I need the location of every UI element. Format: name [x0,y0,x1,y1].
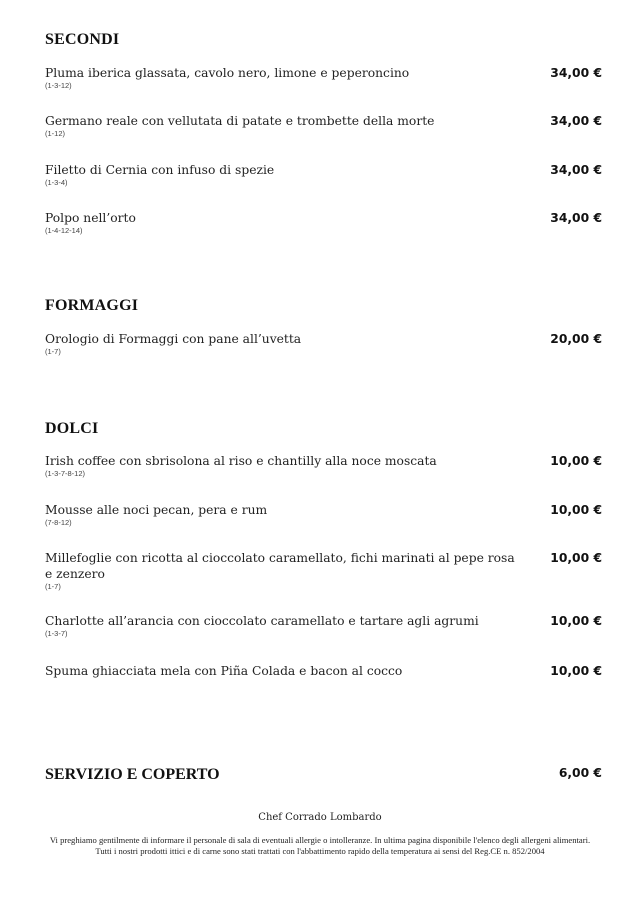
menu-item [45,453,602,479]
section-title-formaggi: FORMAGGI [45,297,139,314]
item-price: 10,00 € [550,503,602,517]
section-title-dolci: DOLCI [45,420,99,437]
menu-item [45,331,602,357]
menu-item [45,663,602,679]
item-name: Orologio di Formaggi con pane all’uvetta [45,332,302,346]
item-allergens: (1-7) [45,347,61,356]
item-price: 10,00 € [550,664,602,678]
menu-item [45,502,602,528]
item-name: Filetto di Cernia con infuso di spezie [45,163,275,177]
item-allergens: (1-7) [45,582,61,591]
menu-item [45,162,602,188]
service-row [45,767,602,783]
item-allergens: (1-3-4) [45,178,68,187]
item-allergens: (1-4-12-14) [45,226,83,235]
menu-item [45,550,602,592]
item-price: 34,00 € [550,211,602,225]
item-allergens: (1-12) [45,129,66,138]
item-allergens: (1-3-7-8-12) [45,469,86,478]
item-allergens: (1-3-7) [45,629,68,638]
menu-item [45,613,602,639]
item-name: Millefoglie con ricotta al cioccolato caramellato, fichi marinati al pepe rosa e zenzero [45,551,515,581]
section-title-secondi: SECONDI [45,31,120,48]
service-price: 6,00 € [558,766,602,780]
item-allergens: (1-3-12) [45,81,72,90]
item-name: Mousse alle noci pecan, pera e rum [45,503,268,517]
item-name: Charlotte all’arancia con cioccolato caramellato e tartare agli agrumi [45,614,479,628]
item-name: Germano reale con vellutata di patate e trombette della morte [45,114,435,128]
allergen-note: Vi preghiamo gentilmente di informare il personale di sala di eventuali allergie o intolleranze. In ultima pagina disponibile l'elenco degli allergeni alimentari. [49,835,591,845]
item-price: 10,00 € [550,454,602,468]
menu-item [45,210,602,236]
item-name: Pluma iberica glassata, cavolo nero, limone e peperoncino [45,66,410,80]
item-name: Spuma ghiacciata mela con Piña Colada e bacon al cocco [45,664,403,678]
item-price: 34,00 € [550,163,602,177]
item-name: Polpo nell’orto [45,211,136,225]
service-title: SERVIZIO E COPERTO [45,766,220,783]
chef-name: Chef Corrado Lombardo [258,812,382,823]
item-price: 10,00 € [550,551,602,565]
allergen-notes [30,835,610,856]
item-allergens: (7-8-12) [45,518,72,527]
menu-item [45,65,602,91]
item-name: Irish coffee con sbrisolona al riso e chantilly alla noce moscata [45,454,437,468]
menu-item [45,113,602,139]
item-price: 34,00 € [550,114,602,128]
item-price: 20,00 € [550,332,602,346]
item-price: 10,00 € [550,614,602,628]
temperature-note: Tutti i nostri prodotti ittici e di carne sono stati trattati con l'abbattimento rapido della temperatura ai sensi del Reg.CE n. 852/2004 [95,845,545,856]
item-price: 34,00 € [550,66,602,80]
